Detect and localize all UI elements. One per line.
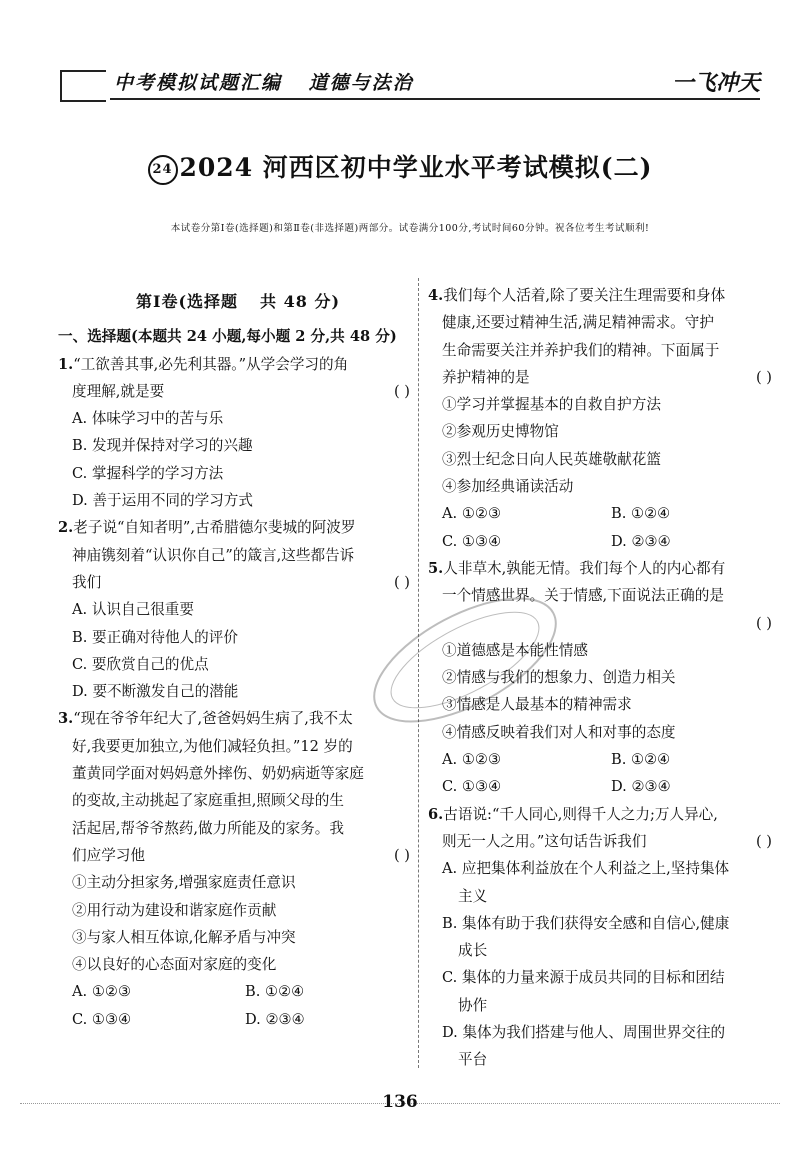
answer-bracket[interactable]: ( ) — [755, 368, 772, 386]
statement-2: ②用行动为建设和谐家庭作贡献 — [72, 901, 277, 919]
option-c[interactable]: C. 集体的力量来源于成员共同的目标和团结 — [442, 969, 725, 987]
series-title: 中考模拟试题汇编 — [114, 72, 283, 94]
option-d[interactable]: D. 善于运用不同的学习方式 — [72, 492, 253, 510]
question-number: 2. — [58, 519, 74, 537]
option-a-cont: 主义 — [458, 887, 488, 905]
question-text: 好,我要更加独立,为他们减轻负担。”12 岁的 — [72, 737, 353, 755]
statement-2: ②情感与我们的想象力、创造力相关 — [442, 669, 676, 687]
question-text: 度理解,就是要 — [72, 382, 165, 400]
brand-logo: 一飞冲天 — [671, 70, 760, 96]
option-a[interactable]: A. ①②③ — [442, 751, 502, 769]
question-text: 董黄同学面对妈妈意外摔伤、奶奶病逝等家庭 — [72, 765, 364, 783]
option-a[interactable]: A. 应把集体利益放在个人利益之上,坚持集体 — [442, 860, 730, 878]
option-a[interactable]: A. 认识自己很重要 — [72, 601, 194, 619]
header-series-title — [114, 68, 414, 95]
question-text: 的变故,主动挑起了家庭重担,照顾父母的生 — [72, 792, 344, 810]
page-number: 136 — [382, 1092, 418, 1112]
question-3 — [58, 705, 418, 1033]
header-rule — [110, 98, 760, 100]
section-title-text: 第Ⅰ卷(选择题 — [135, 292, 239, 311]
question-number: 4. — [428, 287, 444, 304]
question-text: 人非草木,孰能无情。我们每个人的内心都有 — [443, 559, 726, 577]
exam-title — [0, 148, 800, 185]
option-b[interactable]: B. ①②④ — [245, 983, 305, 1001]
option-d[interactable]: D. ②③④ — [611, 778, 671, 796]
question-6 — [428, 801, 780, 1074]
question-text: 们应学习他 — [72, 846, 145, 864]
question-text: 我们每个人活着,除了要关注生理需要和身体 — [443, 287, 726, 304]
answer-bracket[interactable]: ( ) — [393, 846, 410, 864]
answer-bracket[interactable]: ( ) — [393, 382, 410, 400]
statement-1: ①学习并掌握基本的自救自护方法 — [442, 396, 661, 414]
option-a[interactable]: A. 体味学习中的苦与乐 — [72, 410, 224, 428]
section-title — [58, 288, 418, 315]
question-text: 一个情感世界。关于情感,下面说法正确的是 — [442, 587, 724, 605]
option-a[interactable]: A. ①②③ — [442, 505, 502, 523]
statement-3: ③与家人相互体谅,化解矛盾与冲突 — [72, 928, 296, 946]
question-text: 活起居,帮爷爷熬药,做力所能及的家务。我 — [72, 819, 344, 837]
question-number: 3. — [58, 710, 74, 728]
question-text: 健康,还要过精神生活,满足精神需求。守护 — [442, 314, 714, 332]
exam-number-badge: 24 — [148, 155, 178, 185]
statement-4: ④参加经典诵读活动 — [442, 478, 574, 496]
question-4 — [428, 282, 780, 555]
question-number: 6. — [428, 805, 444, 823]
option-b[interactable]: B. 集体有助于我们获得安全感和自信心,健康 — [442, 914, 730, 932]
statement-3: ③烈士纪念日向人民英雄敬献花篮 — [442, 450, 661, 468]
part-heading: 一、选择题(本题共 24 小题,每小题 2 分,共 48 分) — [58, 328, 397, 346]
answer-bracket[interactable]: ( ) — [755, 614, 772, 632]
exam-instructions: 本试卷分第Ⅰ卷(选择题)和第Ⅱ卷(非选择题)两部分。试卷满分100分,考试时间60分钟。祝各位考生考试顺利! — [170, 223, 650, 234]
question-text: 我们 — [72, 573, 102, 591]
question-1 — [58, 351, 418, 515]
question-text: 生命需要关注并养护我们的精神。下面属于 — [442, 341, 720, 359]
option-c-cont: 协作 — [458, 996, 488, 1014]
option-c[interactable]: C. 要欣赏自己的优点 — [72, 655, 209, 673]
option-c[interactable]: C. ①③④ — [442, 778, 502, 796]
answer-bracket[interactable]: ( ) — [393, 573, 410, 591]
option-a[interactable]: A. ①②③ — [72, 983, 132, 1001]
option-b[interactable]: B. ①②④ — [611, 505, 671, 523]
exam-title-text: 2024 河西区初中学业水平考试模拟(二) — [179, 153, 653, 182]
page-header — [60, 62, 760, 102]
subject-name: 道德与法治 — [308, 72, 414, 94]
section-points: 共 48 分) — [260, 292, 341, 311]
option-d[interactable]: D. ②③④ — [245, 1010, 305, 1028]
question-text: 老子说“自知者明”,古希腊德尔斐城的阿波罗 — [73, 519, 356, 537]
question-text: 神庙镌刻着“认识你自己”的箴言,这些都告诉 — [72, 546, 355, 564]
option-d[interactable]: D. 要不断激发自己的潜能 — [72, 683, 239, 701]
statement-2: ②参观历史博物馆 — [442, 423, 559, 441]
question-number: 5. — [428, 559, 444, 577]
question-text: 古语说:“千人同心,则得千人之力;万人异心, — [443, 805, 718, 823]
option-c[interactable]: C. ①③④ — [442, 532, 502, 550]
header-logo-box — [60, 70, 106, 102]
question-text: 则无一人之用。”这句话告诉我们 — [442, 832, 647, 850]
question-text: 养护精神的是 — [442, 368, 530, 386]
option-b[interactable]: B. ①②④ — [611, 751, 671, 769]
statement-4: ④情感反映着我们对人和对事的态度 — [442, 723, 676, 741]
statement-1: ①主动分担家务,增强家庭责任意识 — [72, 874, 296, 892]
statement-1: ①道德感是本能性情感 — [442, 641, 588, 659]
option-b[interactable]: B. 要正确对待他人的评价 — [72, 628, 238, 646]
option-d-cont: 平台 — [458, 1051, 488, 1069]
answer-bracket[interactable]: ( ) — [755, 832, 772, 850]
option-c[interactable]: C. ①③④ — [72, 1010, 132, 1028]
option-c[interactable]: C. 掌握科学的学习方法 — [72, 464, 224, 482]
option-b[interactable]: B. 发现并保持对学习的兴趣 — [72, 437, 253, 455]
option-d[interactable]: D. ②③④ — [611, 532, 671, 550]
statement-4: ④以良好的心态面对家庭的变化 — [72, 956, 277, 974]
question-number: 1. — [58, 355, 74, 373]
statement-3: ③情感是人最基本的精神需求 — [442, 696, 632, 714]
option-d[interactable]: D. 集体为我们搭建与他人、周围世界交往的 — [442, 1024, 726, 1042]
option-b-cont: 成长 — [458, 942, 488, 960]
question-text: “工欲善其事,必先利其器。”从学会学习的角 — [73, 355, 349, 373]
question-text: “现在爷爷年纪大了,爸爸妈妈生病了,我不太 — [73, 710, 353, 728]
